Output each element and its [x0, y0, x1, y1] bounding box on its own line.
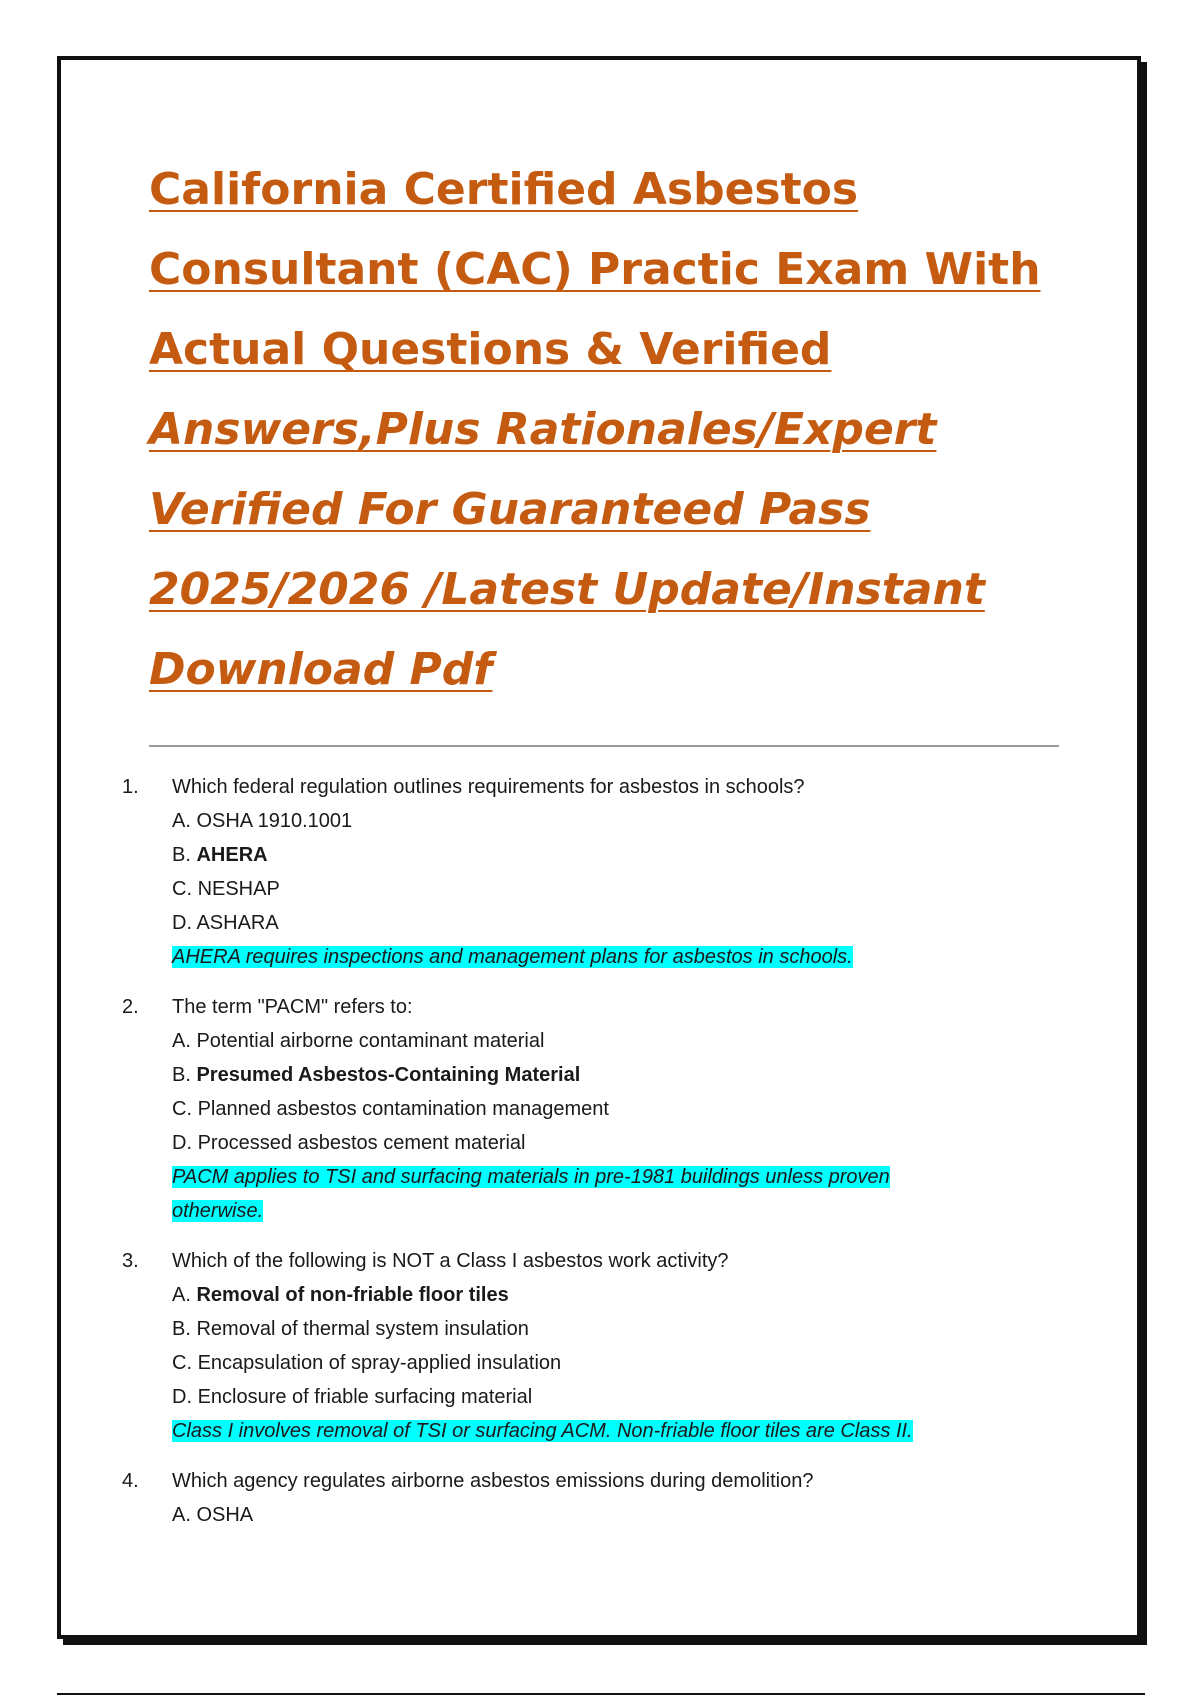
option-letter: A. [172, 1030, 191, 1052]
question-item [122, 1464, 1022, 1532]
option-a [172, 1498, 1022, 1532]
option-a [172, 1278, 1022, 1312]
option-letter: C. [172, 1352, 192, 1374]
option-letter: A. [172, 810, 191, 832]
rationale-block [172, 1160, 982, 1228]
option-text: Enclosure of friable surfacing material [197, 1386, 533, 1408]
question-number: 3. [122, 1250, 139, 1272]
question-number: 4. [122, 1470, 139, 1492]
option-text: ASHARA [196, 912, 279, 934]
title-line [149, 310, 1049, 390]
option-d [172, 1126, 1022, 1160]
question-number: 1. [122, 776, 139, 798]
option-letter: D. [172, 912, 192, 934]
option-b [172, 1058, 1022, 1092]
option-text: Encapsulation of spray-applied insulation [197, 1352, 562, 1374]
option-d [172, 1380, 1022, 1414]
document-title [149, 150, 1049, 710]
option-text: OSHA 1910.1001 [196, 810, 353, 832]
option-b [172, 838, 1022, 872]
question-text: Which of the following is NOT a Class I asbestos work activity? [172, 1250, 729, 1272]
option-letter: B. [172, 844, 191, 866]
option-letter: B. [172, 1318, 191, 1340]
title-line [149, 390, 1049, 470]
title-line [149, 470, 1049, 550]
title-line [149, 230, 1049, 310]
question-number: 2. [122, 996, 139, 1018]
option-text: OSHA [196, 1504, 254, 1526]
correct-answer: AHERA [196, 844, 268, 866]
title-line-text: Actual Questions & Verified [149, 324, 832, 375]
question-text: Which agency regulates airborne asbestos emissions during demolition? [172, 1470, 814, 1492]
title-line-text: Answers,Plus Rationales/Expert [149, 404, 937, 455]
horizontal-divider [149, 745, 1059, 747]
option-d [172, 906, 1022, 940]
title-line-text: Verified For Guaranteed Pass [149, 484, 871, 535]
correct-answer: Removal of non-friable floor tiles [196, 1284, 509, 1306]
question-item [122, 990, 1022, 1228]
option-text: Planned asbestos contamination management [197, 1098, 609, 1120]
question-text: The term "PACM" refers to: [172, 996, 413, 1018]
title-line-text: Consultant (CAC) Practic Exam With [149, 244, 1041, 295]
option-letter: A. [172, 1504, 191, 1526]
option-c [172, 1092, 1022, 1126]
option-letter: B. [172, 1064, 191, 1086]
option-letter: D. [172, 1132, 192, 1154]
option-text: NESHAP [197, 878, 280, 900]
title-line [149, 150, 1049, 230]
rationale-text: Class I involves removal of TSI or surfacing ACM. Non-friable floor tiles are Class II. [172, 1420, 913, 1442]
title-line-text: Download Pdf [149, 644, 493, 695]
option-letter: A. [172, 1284, 191, 1306]
option-text: Processed asbestos cement material [197, 1132, 526, 1154]
title-line [149, 550, 1049, 630]
rationale-text: AHERA requires inspections and management plans for asbestos in schools. [172, 946, 853, 968]
option-letter: C. [172, 1098, 192, 1120]
title-line-text: California Certified Asbestos [149, 164, 859, 215]
option-b [172, 1312, 1022, 1346]
rationale-text: PACM applies to TSI and surfacing materials in pre-1981 buildings unless proven otherwise. [172, 1166, 890, 1222]
bottom-rule [57, 1693, 1145, 1695]
option-a [172, 1024, 1022, 1058]
question-text: Which federal regulation outlines requirements for asbestos in schools? [172, 776, 805, 798]
rationale-block [172, 1414, 982, 1448]
option-a [172, 804, 1022, 838]
question-list [122, 770, 1022, 1548]
option-c [172, 1346, 1022, 1380]
option-text: Potential airborne contaminant material [196, 1030, 545, 1052]
option-text: Removal of thermal system insulation [196, 1318, 529, 1340]
option-c [172, 872, 1022, 906]
question-item [122, 770, 1022, 974]
title-line [149, 630, 1049, 710]
correct-answer: Presumed Asbestos-Containing Material [196, 1064, 581, 1086]
option-letter: D. [172, 1386, 192, 1408]
question-item [122, 1244, 1022, 1448]
option-letter: C. [172, 878, 192, 900]
rationale-block [172, 940, 982, 974]
title-line-text: 2025/2026 /Latest Update/Instant [149, 564, 985, 615]
